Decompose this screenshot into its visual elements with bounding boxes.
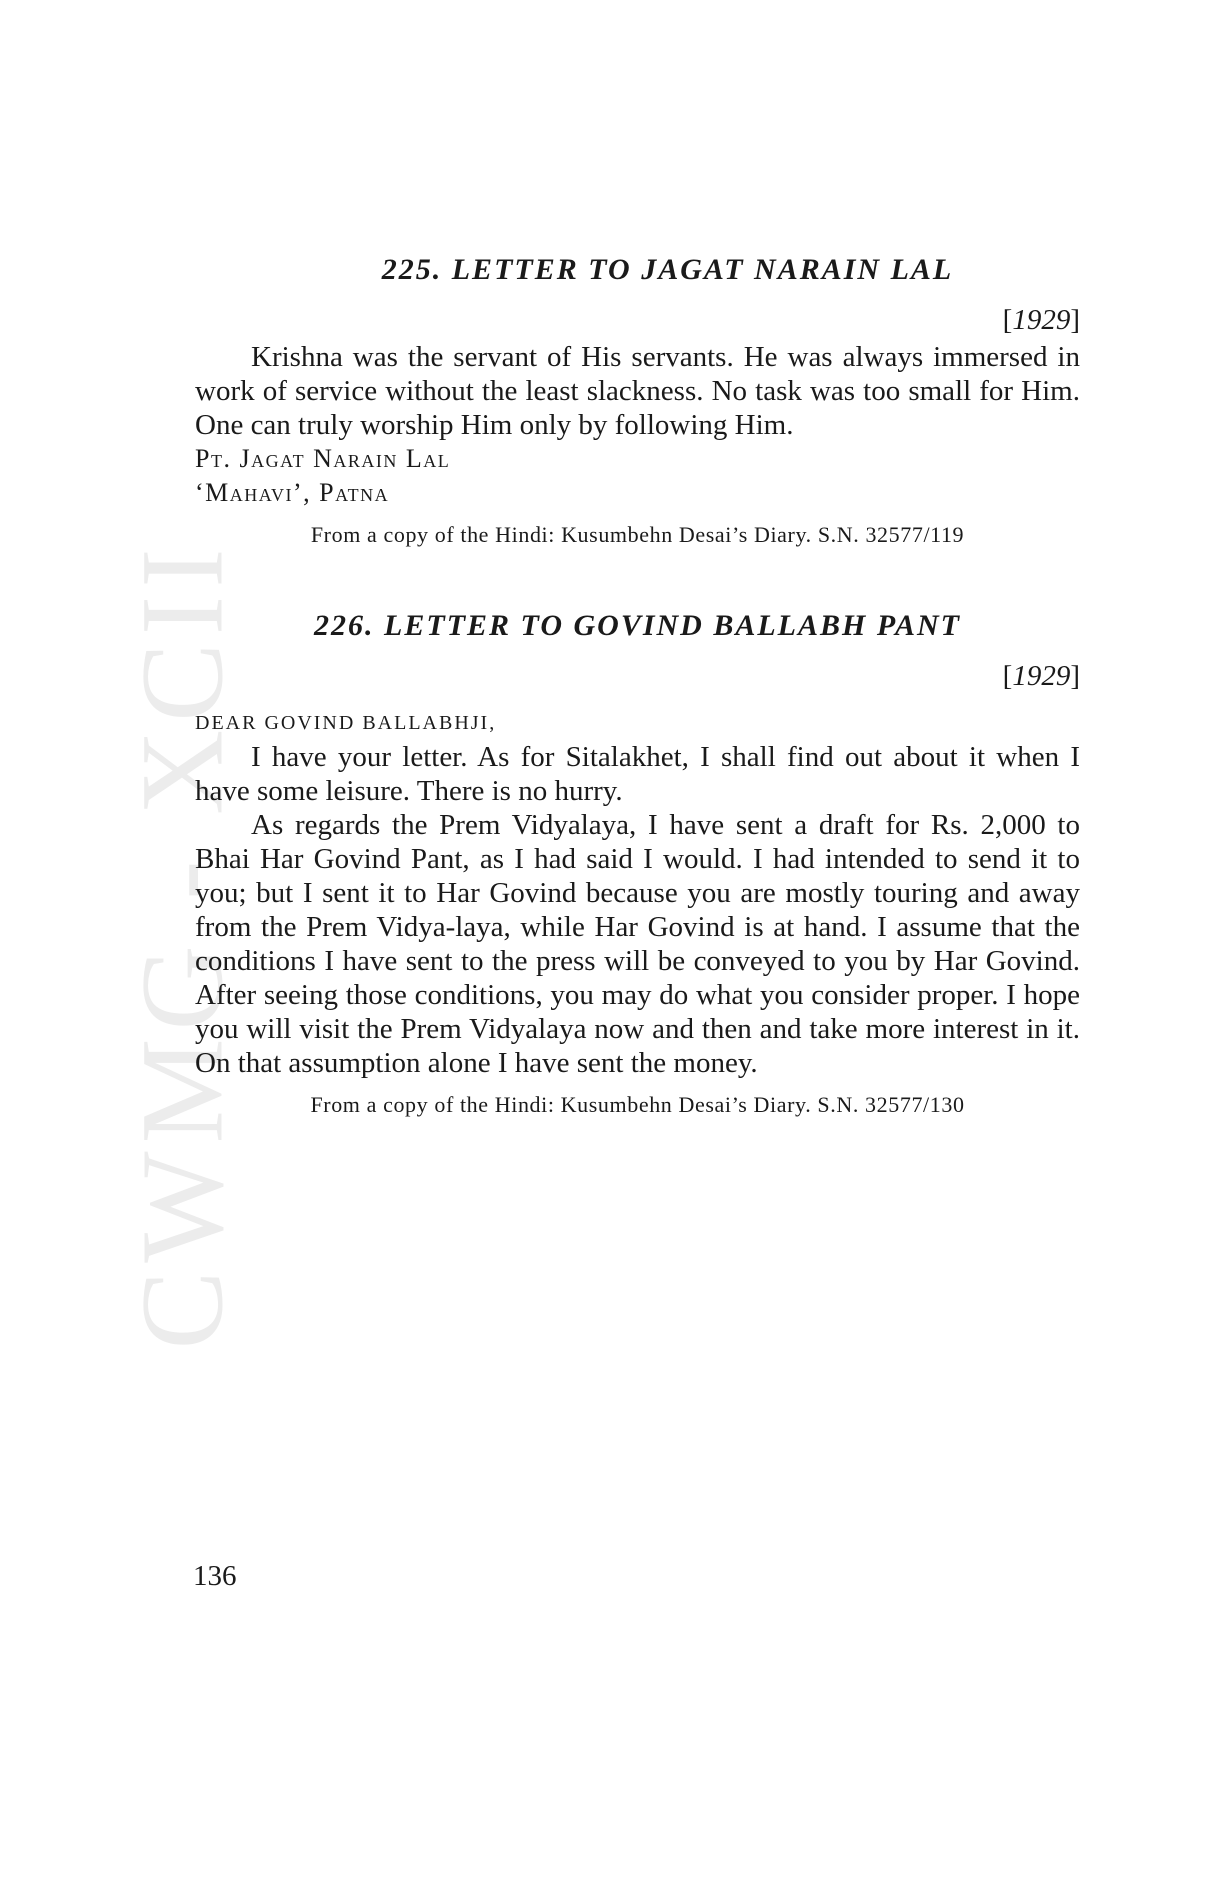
letter-226 xyxy=(195,596,1080,1122)
letter-paragraph: I have your letter. As for Sitalakhet, I shall find out about it when I have some leisure. There is no hurry. xyxy=(195,741,1080,807)
page-number: 136 xyxy=(193,1560,237,1592)
letter-date: [1929] xyxy=(1002,660,1080,692)
letter-paragraph: As regards the Prem Vidyalaya, I have sent a draft for Rs. 2,000 to Bhai Har Govind Pant, as I had said I would. I had intended to send it to you; but I sent it to Har Govind because you are mostly touring and away from the Prem Vidya-laya, while Har Govind is at hand. I assume that the conditions I have sent to the press will be conveyed to you by Har Govind. After seeing those conditions, you may do what you consider proper. I hope you will visit the Prem Vidyalaya now and then and take more interest in it. On that assumption alone I have sent the money. xyxy=(195,809,1080,1079)
letter-heading: 225. LETTER TO JAGAT NARAIN LAL xyxy=(381,253,954,286)
letter-date-value: 1929 xyxy=(1012,660,1071,692)
addressee-name: Pt. Jagat Narain Lal xyxy=(195,444,451,473)
page-content xyxy=(195,240,1080,1122)
letter-date: [1929] xyxy=(1002,304,1080,336)
watermark-text: CWMG - XCII xyxy=(117,540,248,1350)
source-note: From a copy of the Hindi: Kusumbehn Desai’s Diary. S.N. 32577/130 xyxy=(310,1092,965,1117)
letter-paragraph: Krishna was the servant of His servants. He was always immersed in work of service without the least slackness. No task was too small for Him. One can truly worship Him only by following Him. xyxy=(195,341,1080,441)
letter-date-value: 1929 xyxy=(1012,304,1071,336)
addressee-address: ‘Mahavi’, Patna xyxy=(195,478,390,507)
salutation: DEAR GOVIND BALLABHJI, xyxy=(195,712,497,734)
letter-225 xyxy=(195,240,1080,552)
letter-heading: 226. LETTER TO GOVIND BALLABH PANT xyxy=(314,609,961,642)
source-note: From a copy of the Hindi: Kusumbehn Desai’s Diary. S.N. 32577/119 xyxy=(310,522,965,547)
